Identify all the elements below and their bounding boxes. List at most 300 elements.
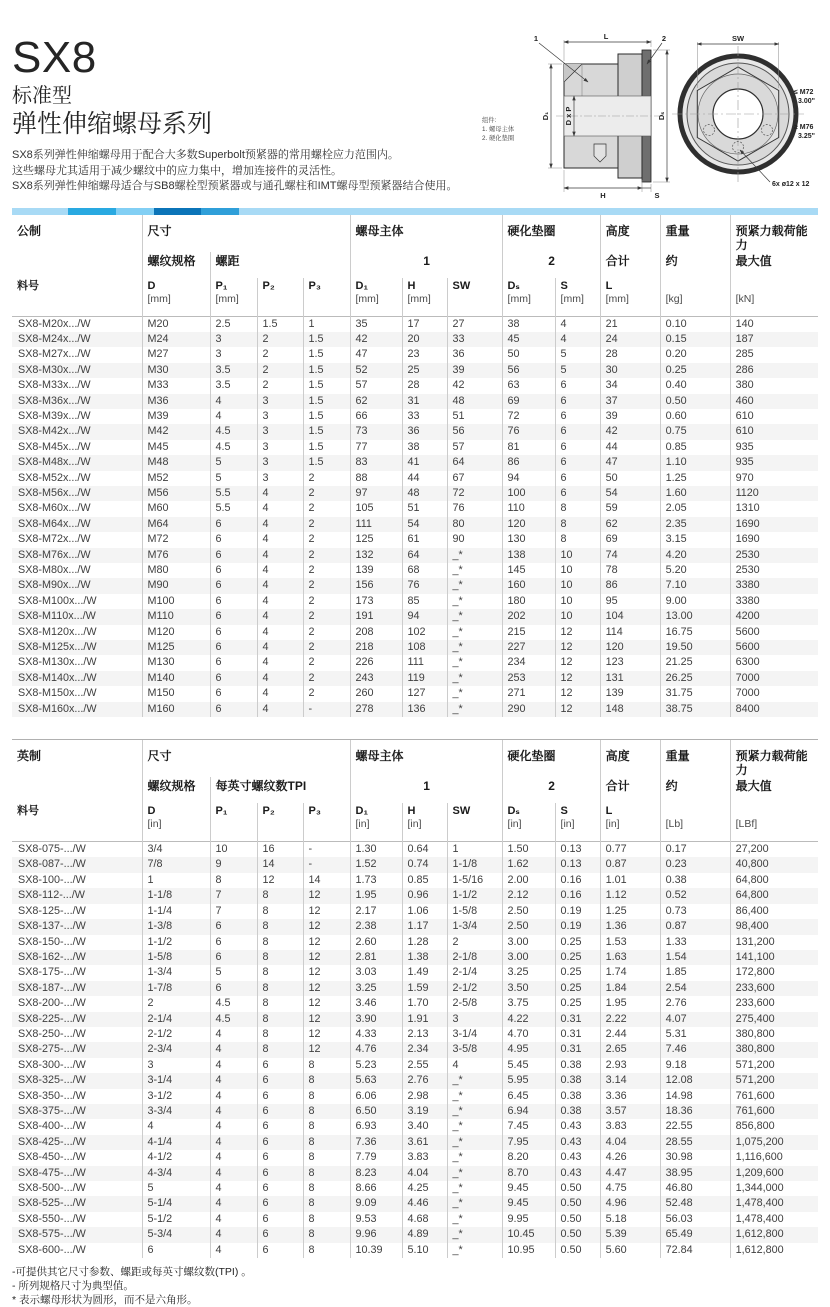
table-cell: 2.38 xyxy=(350,919,402,934)
imperial-spec-table xyxy=(12,740,818,1258)
table-cell: 4.5 xyxy=(210,424,257,439)
table-cell: 1-1/2 xyxy=(447,888,502,903)
table-cell: 1,478,400 xyxy=(730,1196,818,1211)
subgroup-tpi: 每英寸螺纹数TPI xyxy=(210,777,350,803)
table-cell: 0.43 xyxy=(555,1135,600,1150)
table-cell: 4 xyxy=(210,1135,257,1150)
table-cell: 102 xyxy=(402,625,447,640)
table-cell: 8 xyxy=(555,532,600,547)
table-cell: _* xyxy=(447,1119,502,1134)
table-cell: 40,800 xyxy=(730,857,818,872)
components-title: 组件: xyxy=(482,117,497,124)
table-cell: 0.38 xyxy=(555,1058,600,1073)
table-cell: - xyxy=(303,702,350,717)
table-cell: 25 xyxy=(402,363,447,378)
table-cell: 19.50 xyxy=(660,640,730,655)
table-cell: 12 xyxy=(303,1042,350,1057)
column-header: [kN] xyxy=(730,278,818,317)
table-cell: 139 xyxy=(600,686,660,701)
table-cell: 3 xyxy=(142,1058,210,1073)
table-cell: 2530 xyxy=(730,548,818,563)
table-row xyxy=(12,686,818,701)
table-cell: 4 xyxy=(210,1243,257,1258)
subgroup-item2: 2 xyxy=(502,252,600,278)
table-cell: 3.25 xyxy=(350,981,402,996)
table-cell: 56 xyxy=(502,363,555,378)
table-cell: 3/4 xyxy=(142,842,210,858)
table-cell: 80 xyxy=(447,517,502,532)
imperial-table-section xyxy=(12,739,818,1258)
table-cell: 3.61 xyxy=(402,1135,447,1150)
table-cell: 8 xyxy=(257,1012,303,1027)
table-cell: 76 xyxy=(402,578,447,593)
table-cell: 132 xyxy=(350,548,402,563)
table-cell: 1.73 xyxy=(350,873,402,888)
table-cell: 0.40 xyxy=(660,378,730,393)
table-cell: 141,100 xyxy=(730,950,818,965)
column-group-preload: 预紧力载荷能力 xyxy=(730,215,818,252)
table-cell: 3 xyxy=(257,424,303,439)
table-cell: 86 xyxy=(502,455,555,470)
table-cell: 0.50 xyxy=(555,1212,600,1227)
table-cell: 88 xyxy=(350,471,402,486)
table-cell: 12 xyxy=(555,640,600,655)
table-cell: 2.50 xyxy=(502,904,555,919)
table-cell: 6300 xyxy=(730,655,818,670)
table-cell: 2 xyxy=(303,517,350,532)
table-cell: 1-5/8 xyxy=(142,950,210,965)
table-cell: 54 xyxy=(402,517,447,532)
nut-technical-drawing xyxy=(476,30,824,202)
table-row xyxy=(12,965,818,980)
table-cell: 5600 xyxy=(730,640,818,655)
table-cell: 4 xyxy=(210,394,257,409)
table-cell: 5-3/4 xyxy=(142,1227,210,1242)
table-cell: 4 xyxy=(555,316,600,332)
table-cell: 9.00 xyxy=(660,594,730,609)
table-cell: 10 xyxy=(555,594,600,609)
table-cell: 6 xyxy=(210,578,257,593)
table-cell: 67 xyxy=(447,471,502,486)
table-cell: 260 xyxy=(350,686,402,701)
table-cell: _* xyxy=(447,594,502,609)
table-cell: 160 xyxy=(502,578,555,593)
table-cell: 5.5 xyxy=(210,501,257,516)
table-cell: 33 xyxy=(402,409,447,424)
table-row xyxy=(12,424,818,439)
table-cell: 3 xyxy=(447,1012,502,1027)
table-cell: 3.46 xyxy=(350,996,402,1011)
table-cell: 0.31 xyxy=(555,1027,600,1042)
table-cell: M140 xyxy=(142,671,210,686)
table-cell: 2 xyxy=(303,532,350,547)
table-cell: 2.81 xyxy=(350,950,402,965)
table-cell: 9.96 xyxy=(350,1227,402,1242)
table-cell: _* xyxy=(447,1166,502,1181)
table-cell: 4 xyxy=(555,332,600,347)
table-cell: 227 xyxy=(502,640,555,655)
table-cell: 856,800 xyxy=(730,1119,818,1134)
table-cell: 0.38 xyxy=(555,1104,600,1119)
table-cell: 2.93 xyxy=(600,1058,660,1073)
column-header: D [in] xyxy=(142,803,210,842)
table-cell: 9 xyxy=(210,857,257,872)
table-row xyxy=(12,455,818,470)
table-cell: 114 xyxy=(600,625,660,640)
subgroup-max: 最大值 xyxy=(730,777,818,803)
table-cell: 77 xyxy=(350,440,402,455)
table-cell: 4 xyxy=(210,1196,257,1211)
table-cell: SX8-550-.../W xyxy=(18,1212,86,1225)
table-cell: 44 xyxy=(402,471,447,486)
table-cell: 1.95 xyxy=(600,996,660,1011)
table-cell: 57 xyxy=(447,440,502,455)
table-cell: 4.5 xyxy=(210,1012,257,1027)
table-row xyxy=(12,1181,818,1196)
table-row xyxy=(12,888,818,903)
column-group-washer: 硬化垫圈 xyxy=(502,215,600,252)
subgroup-total: 合计 xyxy=(600,252,660,278)
dim-label-H: H xyxy=(600,191,606,200)
column-header: D₁ [mm] xyxy=(350,278,402,317)
table-cell: SX8-600-.../W xyxy=(18,1243,86,1256)
table-cell: 0.96 xyxy=(402,888,447,903)
table-cell: _* xyxy=(447,1243,502,1258)
subgroup-item1: 1 xyxy=(350,777,502,803)
table-cell: 8 xyxy=(210,873,257,888)
table-cell: 6 xyxy=(210,950,257,965)
table-cell: 1.5 xyxy=(303,424,350,439)
table-row xyxy=(12,1119,818,1134)
table-cell: 12 xyxy=(303,1012,350,1027)
table-cell: 39 xyxy=(600,409,660,424)
table-cell: 172,800 xyxy=(730,965,818,980)
table-cell: M150 xyxy=(142,686,210,701)
table-cell: 21 xyxy=(600,316,660,332)
footnote: * 表示螺母形状为圆形，而不是六角形。 xyxy=(12,1294,198,1307)
table-cell: 1-3/4 xyxy=(142,965,210,980)
table-cell: SX8-137-.../W xyxy=(18,920,86,933)
table-cell: 1,116,600 xyxy=(730,1150,818,1165)
table-cell: 28.55 xyxy=(660,1135,730,1150)
table-cell: 208 xyxy=(350,625,402,640)
table-cell: 59 xyxy=(600,501,660,516)
accent-bar-segment xyxy=(12,208,68,215)
table-cell: 3.5 xyxy=(210,378,257,393)
table-cell: 111 xyxy=(402,655,447,670)
column-group-size: 尺寸 xyxy=(142,740,350,777)
table-cell: 8 xyxy=(257,981,303,996)
table-cell: M90 xyxy=(142,578,210,593)
table-cell: 8 xyxy=(303,1181,350,1196)
table-cell: 1-5/16 xyxy=(447,873,502,888)
table-cell: 2 xyxy=(303,640,350,655)
table-cell: 380 xyxy=(730,378,818,393)
table-cell: 234 xyxy=(502,655,555,670)
table-cell: 16.75 xyxy=(660,625,730,640)
table-cell: 1.06 xyxy=(402,904,447,919)
table-cell: 1,344,000 xyxy=(730,1181,818,1196)
table-cell: 3.5 xyxy=(210,363,257,378)
column-header: P₁ [mm] xyxy=(210,278,257,317)
table-cell: 6 xyxy=(257,1135,303,1150)
table-cell: 108 xyxy=(402,640,447,655)
table-cell: 0.75 xyxy=(660,424,730,439)
table-cell: 8.23 xyxy=(350,1166,402,1181)
table-cell: 3 xyxy=(210,347,257,362)
table-cell: 38.95 xyxy=(660,1166,730,1181)
table-cell: 73 xyxy=(350,424,402,439)
table-cell: 0.50 xyxy=(660,394,730,409)
dim-label-Ds: Dₛ xyxy=(657,111,666,121)
table-cell: 6 xyxy=(210,981,257,996)
table-cell: 6 xyxy=(555,486,600,501)
table-cell: SX8-M52x.../W xyxy=(18,471,91,484)
table-row xyxy=(12,1227,818,1242)
table-cell: 9.95 xyxy=(502,1212,555,1227)
subgroup-item2: 2 xyxy=(502,777,600,803)
table-cell: 4 xyxy=(210,1073,257,1088)
column-header: 料号 xyxy=(17,805,39,818)
table-cell: 970 xyxy=(730,471,818,486)
table-cell: 4.68 xyxy=(402,1212,447,1227)
table-cell: 1.5 xyxy=(303,455,350,470)
table-cell: SX8-M27x.../W xyxy=(18,348,91,361)
table-cell: 5-1/4 xyxy=(142,1196,210,1211)
table-cell: SX8-087-.../W xyxy=(18,858,86,871)
table-cell: 14.98 xyxy=(660,1089,730,1104)
table-cell: 6 xyxy=(257,1181,303,1196)
table-cell: SX8-M36x.../W xyxy=(18,394,91,407)
table-cell: 0.43 xyxy=(555,1119,600,1134)
table-cell: SX8-075-.../W xyxy=(18,843,86,856)
table-cell: 6 xyxy=(210,563,257,578)
table-row xyxy=(12,671,818,686)
table-cell: 1.52 xyxy=(350,857,402,872)
table-cell: 271 xyxy=(502,686,555,701)
table-cell: 12 xyxy=(555,671,600,686)
table-cell: 2-1/8 xyxy=(447,950,502,965)
table-cell: 180 xyxy=(502,594,555,609)
table-cell: 1,612,800 xyxy=(730,1243,818,1258)
table-row xyxy=(12,1196,818,1211)
table-cell: 10.45 xyxy=(502,1227,555,1242)
table-cell: 120 xyxy=(502,517,555,532)
table-cell: 4.89 xyxy=(402,1227,447,1242)
table-row xyxy=(12,440,818,455)
table-cell: 6 xyxy=(257,1150,303,1165)
table-cell: 761,600 xyxy=(730,1089,818,1104)
table-cell: 48 xyxy=(447,394,502,409)
table-cell: 12 xyxy=(303,888,350,903)
table-cell: 8 xyxy=(257,888,303,903)
table-cell: M125 xyxy=(142,640,210,655)
table-cell: 0.60 xyxy=(660,409,730,424)
table-cell: 2 xyxy=(303,578,350,593)
table-cell: 2 xyxy=(303,471,350,486)
table-row xyxy=(12,578,818,593)
table-cell: 6 xyxy=(210,548,257,563)
table-cell: 4.96 xyxy=(600,1196,660,1211)
metric-spec-table xyxy=(12,215,818,718)
table-cell: 1.63 xyxy=(600,950,660,965)
table-cell: 47 xyxy=(600,455,660,470)
table-cell: 2 xyxy=(303,609,350,624)
table-cell: 380,800 xyxy=(730,1042,818,1057)
table-cell: 24 xyxy=(600,332,660,347)
table-cell: 8 xyxy=(555,517,600,532)
table-cell: M48 xyxy=(142,455,210,470)
table-cell: 8 xyxy=(303,1089,350,1104)
table-cell: 21.25 xyxy=(660,655,730,670)
table-cell: 6.94 xyxy=(502,1104,555,1119)
table-cell: 64 xyxy=(402,548,447,563)
table-cell: 4.04 xyxy=(402,1166,447,1181)
table-cell: 5 xyxy=(142,1181,210,1196)
table-row xyxy=(12,1058,818,1073)
table-cell: 7000 xyxy=(730,671,818,686)
table-cell: 3380 xyxy=(730,594,818,609)
table-cell: 2.35 xyxy=(660,517,730,532)
table-cell: 64,800 xyxy=(730,873,818,888)
column-header: L [in] xyxy=(600,803,660,842)
subgroup-item1: 1 xyxy=(350,252,502,278)
table-cell: SX8-M110x.../W xyxy=(18,610,96,623)
table-row xyxy=(12,394,818,409)
table-row xyxy=(12,640,818,655)
column-header: [Lb] xyxy=(660,803,730,842)
table-cell: 187 xyxy=(730,332,818,347)
table-cell: SX8-M120x.../W xyxy=(18,625,97,638)
table-cell: 1,478,400 xyxy=(730,1212,818,1227)
table-cell: 275,400 xyxy=(730,1012,818,1027)
table-cell: 42 xyxy=(447,378,502,393)
table-cell: SX8-M140x.../W xyxy=(18,671,97,684)
table-cell: M76 xyxy=(142,548,210,563)
table-cell: 4 xyxy=(210,1104,257,1119)
table-cell: 5.45 xyxy=(502,1058,555,1073)
table-cell: 50 xyxy=(502,347,555,362)
table-cell: 0.25 xyxy=(555,950,600,965)
table-cell: 74 xyxy=(600,548,660,563)
table-cell: 10.39 xyxy=(350,1243,402,1258)
table-cell: 8.20 xyxy=(502,1150,555,1165)
column-header: L [mm] xyxy=(600,278,660,317)
table-cell: 120 xyxy=(600,640,660,655)
table-row xyxy=(12,363,818,378)
table-cell: 2.54 xyxy=(660,981,730,996)
table-cell: 110 xyxy=(502,501,555,516)
table-cell: 1.10 xyxy=(660,455,730,470)
table-row xyxy=(12,1027,818,1042)
table-cell: SX8-500-.../W xyxy=(18,1182,86,1194)
table-cell: 0.87 xyxy=(660,919,730,934)
table-cell: 1-3/4 xyxy=(447,919,502,934)
table-cell: 7.46 xyxy=(660,1042,730,1057)
table-cell: 8 xyxy=(303,1243,350,1258)
table-cell: 111 xyxy=(350,517,402,532)
table-cell: 5.95 xyxy=(502,1073,555,1088)
table-cell: SX8-M125x.../W xyxy=(18,641,97,654)
table-cell: 76 xyxy=(502,424,555,439)
table-cell: 1,209,600 xyxy=(730,1166,818,1181)
table-row xyxy=(12,332,818,347)
table-cell: 1.5 xyxy=(303,409,350,424)
table-row xyxy=(12,1150,818,1165)
table-cell: 1-7/8 xyxy=(142,981,210,996)
table-cell: 8 xyxy=(303,1135,350,1150)
table-cell: SX8-450-.../W xyxy=(18,1151,86,1164)
table-cell: 1.5 xyxy=(303,347,350,362)
table-cell: 3 xyxy=(257,471,303,486)
table-cell: 0.38 xyxy=(660,873,730,888)
table-cell: 2.55 xyxy=(402,1058,447,1073)
table-cell: 30 xyxy=(600,363,660,378)
table-cell: 10.95 xyxy=(502,1243,555,1258)
table-cell: 4 xyxy=(257,640,303,655)
table-cell: 2-1/2 xyxy=(447,981,502,996)
table-cell: 7.10 xyxy=(660,578,730,593)
table-cell: 105 xyxy=(350,501,402,516)
table-cell: 1.28 xyxy=(402,935,447,950)
table-cell: 0.10 xyxy=(660,316,730,332)
table-cell: 8 xyxy=(257,935,303,950)
table-row xyxy=(12,1166,818,1181)
table-cell: 28 xyxy=(600,347,660,362)
column-header: D [mm] xyxy=(142,278,210,317)
table-cell: 6 xyxy=(210,655,257,670)
table-cell: 6 xyxy=(257,1119,303,1134)
table-cell: 1310 xyxy=(730,501,818,516)
column-header: SW xyxy=(447,278,502,317)
table-cell: 4.04 xyxy=(600,1135,660,1150)
table-cell: SX8-M42x.../W xyxy=(18,425,91,438)
table-cell: 10 xyxy=(555,609,600,624)
table-cell: 3.14 xyxy=(600,1073,660,1088)
table-cell: SX8-M64x.../W xyxy=(18,517,91,530)
table-cell: 6.50 xyxy=(350,1104,402,1119)
table-row xyxy=(12,1243,818,1258)
column-group-preload: 预紧力载荷能力 xyxy=(730,740,818,777)
table-row xyxy=(12,471,818,486)
table-cell: 0.50 xyxy=(555,1227,600,1242)
table-cell: 27,200 xyxy=(730,842,818,858)
table-cell: _* xyxy=(447,1073,502,1088)
table-cell: 0.50 xyxy=(555,1243,600,1258)
table-cell: 130 xyxy=(502,532,555,547)
table-cell: _* xyxy=(447,1089,502,1104)
table-cell: 51 xyxy=(402,501,447,516)
table-row xyxy=(12,378,818,393)
table-cell: SX8-M20x.../W xyxy=(18,317,91,330)
table-cell: 81 xyxy=(502,440,555,455)
table-cell: SX8-M80x.../W xyxy=(18,564,91,576)
table-cell: SX8-187-.../W xyxy=(18,981,86,994)
table-cell: 3 xyxy=(257,440,303,455)
table-cell: 3.36 xyxy=(600,1089,660,1104)
table-cell: 100 xyxy=(502,486,555,501)
table-cell: _* xyxy=(447,1227,502,1242)
table-cell: M42 xyxy=(142,424,210,439)
table-cell: M27 xyxy=(142,347,210,362)
table-cell: 4 xyxy=(142,1119,210,1134)
table-cell: 6 xyxy=(210,640,257,655)
table-row xyxy=(12,594,818,609)
table-cell: 94 xyxy=(502,471,555,486)
table-cell: 2 xyxy=(303,501,350,516)
table-cell: 1.84 xyxy=(600,981,660,996)
table-cell: 8 xyxy=(303,1119,350,1134)
